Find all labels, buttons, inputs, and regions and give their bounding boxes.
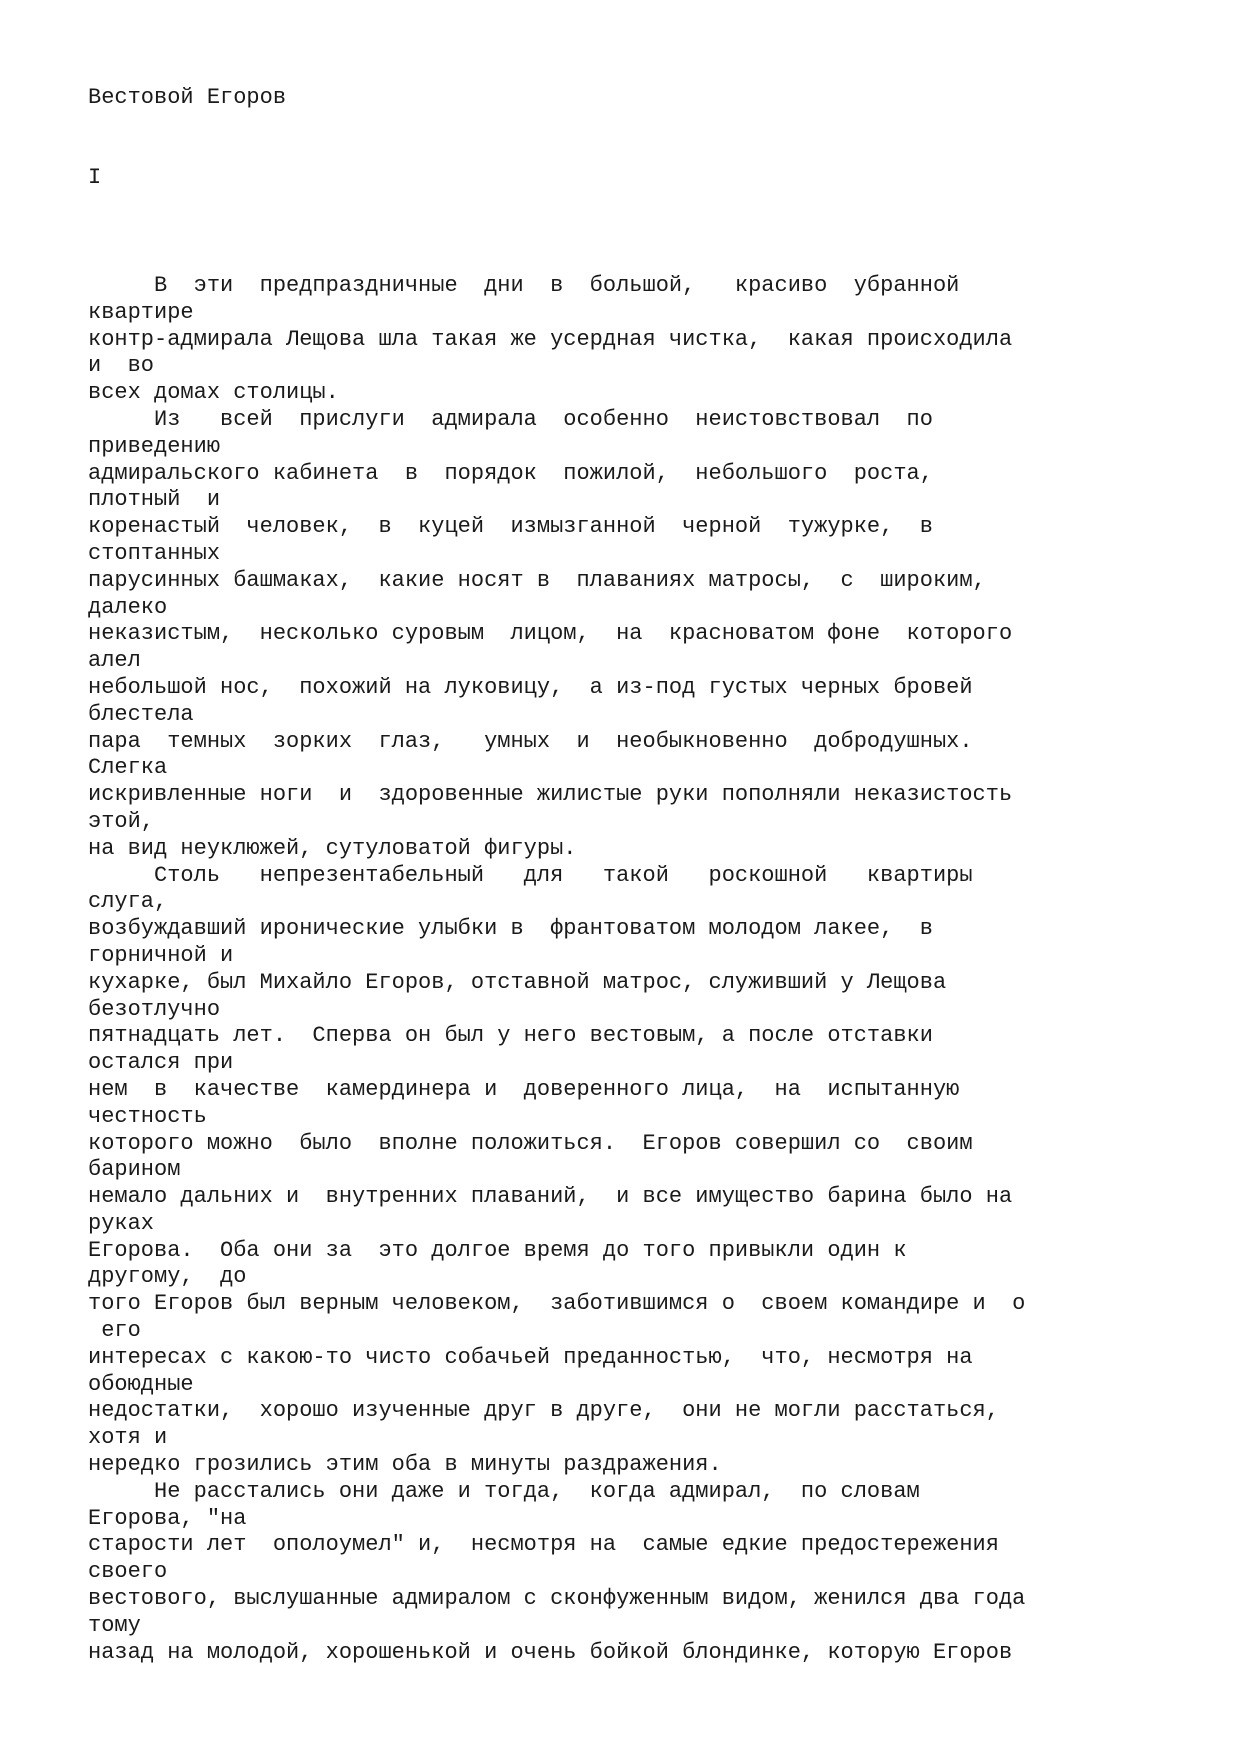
text-line: алел <box>88 648 141 674</box>
text-line: плотный и <box>88 487 221 513</box>
text-line: адмиральского кабинета в порядок пожилой, небольшого роста, <box>88 460 933 486</box>
text-line: того Егоров был верным человеком, заботившимся о своем командире и о <box>88 1291 1026 1317</box>
text-line: Егорова. Оба они за это долгое время до того привыкли один к <box>88 1237 907 1263</box>
text-line: стоптанных <box>88 540 221 566</box>
text-line: Из всей прислуги адмирала особенно неистовствовал по <box>88 406 933 432</box>
text-line: руках <box>88 1210 155 1236</box>
text-line: искривленные ноги и здоровенные жилистые руки пополняли неказистость <box>88 782 1013 808</box>
text-line: коренастый человек, в куцей измызганной черной тужурке, в <box>88 514 933 540</box>
text-line: Не расстались они даже и тогда, когда адмирал, по словам <box>88 1478 920 1504</box>
text-line: возбуждавший иронические улыбки в франтоватом молодом лакее, в <box>88 916 933 942</box>
text-line: В эти предпраздничные дни в большой, красиво убранной <box>88 273 960 298</box>
text-line: вестового, выслушанные адмиралом с сконфуженным видом, женился два года <box>88 1586 1026 1612</box>
text-line: на вид неуклюжей, сутуловатой фигуры. <box>88 835 577 861</box>
text-line: барином <box>88 1157 181 1183</box>
text-line: и во <box>88 353 155 379</box>
text-line: Слегка <box>88 755 168 781</box>
text-line: его <box>88 1318 141 1344</box>
text-line: остался при <box>88 1050 234 1076</box>
text-line: неказистым, несколько суровым лицом, на красноватом фоне которого <box>88 621 1013 647</box>
text-line: обоюдные <box>88 1371 194 1397</box>
text-line: своего <box>88 1559 168 1585</box>
text-line: далеко <box>88 594 168 620</box>
text-line: Егорова, "на <box>88 1505 247 1531</box>
text-line: парусинных башмаках, какие носят в плаваниях матросы, с широким, <box>88 567 986 593</box>
text-line: безотлучно <box>88 996 221 1022</box>
text-line: честность <box>88 1103 207 1129</box>
text-line: контр-адмирала Лещова шла такая же усердная чистка, какая происходила <box>88 326 1013 352</box>
text-line: слуга, <box>88 889 168 915</box>
text-line: которого можно было вполне положиться. Егоров совершил со своим <box>88 1130 973 1156</box>
text-line: тому <box>88 1612 141 1638</box>
text-line: интересах с какою-то чисто собачьей преданностью, что, несмотря на <box>88 1344 973 1370</box>
text-line: пара темных зорких глаз, умных и необыкновенно добродушных. <box>88 728 973 754</box>
text-line: хотя и <box>88 1425 168 1451</box>
text-line: нередко грозились этим оба в минуты раздражения. <box>88 1452 722 1478</box>
text-line: пятнадцать лет. Сперва он был у него вестовым, а после отставки <box>88 1023 933 1049</box>
text-line: немало дальних и внутренних плаваний, и все имущество барина было на <box>88 1184 1013 1210</box>
chapter-heading: I <box>88 165 102 190</box>
text-line: всех домах столицы. <box>88 380 339 406</box>
document-title: Вестовой Егоров <box>88 85 287 110</box>
body-text <box>88 273 1025 1666</box>
text-line: этой, <box>88 808 155 834</box>
text-line: блестела <box>88 701 194 727</box>
text-line: нем в качестве камердинера и доверенного лица, на испытанную <box>88 1076 960 1102</box>
text-line: небольшой нос, похожий на луковицу, а из-под густых черных бровей <box>88 674 973 700</box>
text-line: кухарке, был Михайло Егоров, отставной матрос, служивший у Лещова <box>88 969 947 995</box>
text-line: недостатки, хорошо изученные друг в друге, они не могли расстаться, <box>88 1398 999 1424</box>
text-line: приведению <box>88 433 221 459</box>
text-line: Столь непрезентабельный для такой роскошной квартиры <box>88 862 973 888</box>
text-line: другому, до <box>88 1264 247 1290</box>
text-line: горничной и <box>88 942 234 968</box>
text-line: квартире <box>88 299 194 325</box>
text-line: старости лет ополоумел" и, несмотря на самые едкие предостережения <box>88 1532 999 1558</box>
text-line: назад на молодой, хорошенькой и очень бойкой блондинке, которую Егоров <box>88 1639 1013 1665</box>
